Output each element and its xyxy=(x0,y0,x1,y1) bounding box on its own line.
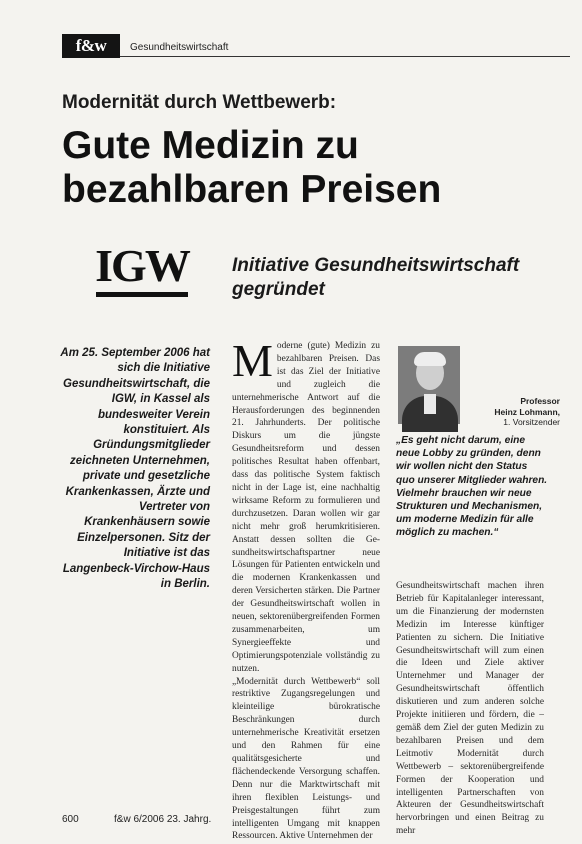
issue-info: f&w 6/2006 23. Jahrg. xyxy=(114,814,212,825)
igw-logo-underline xyxy=(96,292,188,297)
intro-text: Am 25. September 2006 hat sich die Initiative Gesundheitswirtschaft, die IGW, in Kassel als bundesweiter Verein konstituiert. Als Gründungsmitglieder zeichneten Unternehmen, private und gesetzliche Krankenkassen, Ärzte und Vertreter von Krankenhäusern sowie Einzelpersonen. Sitz der Initiative ist das Langenbeck-Virchow-Haus in Berlin. xyxy=(60,347,210,591)
body-column-right xyxy=(396,580,544,837)
kicker: Modernität durch Wettbewerb: xyxy=(62,92,337,113)
header-rule xyxy=(120,56,570,57)
igw-logo-mark: IGW xyxy=(95,240,189,291)
pull-quote: „Es geht nicht darum, eine neue Lobby zu gründen, denn wir wollen nicht den Status quo unserer Mitglieder wahren. Vielmehr brauchen wir neue Strukturen und Mechanismen, um moderne Medizin für alle möglich zu machen.“ xyxy=(396,435,548,539)
section-label: Gesundheitswirtschaft xyxy=(130,42,229,53)
igw-logo xyxy=(92,238,192,302)
portrait-collar xyxy=(424,394,436,414)
body-column-left xyxy=(232,335,380,842)
page-header xyxy=(62,34,570,58)
caption-role: 1. Vorsitzender xyxy=(503,417,560,427)
subhead: Initiative Gesundheitswirtschaft gegründet xyxy=(232,255,520,300)
portrait-hair xyxy=(414,352,446,366)
page-number: 600 xyxy=(62,814,79,825)
drop-cap: M xyxy=(232,335,273,386)
portrait-caption xyxy=(446,396,560,428)
body-paragraph-1: oderne (gute) Medizin zu bezahlbaren Preisen. Das ist das Ziel der Initiative und zugleich die unternehmerische Antwort auf die Herausforderungen des beginnenden 21. Jahrhunderts. Der politische Diskurs um die jüngste Gesundheitsreform und dessen politisches Resultat haben offenbart, dass das politische System faktisch nicht in der Lage ist, eine nachhaltig wirksame Reform zu formulieren und durchzusetzen. Daran wollen wir gar nicht mehr groß herumkritisieren. Anstatt dessen sollten die Gesundheitswirtschaftspartner neue Lösungen für Patienten entwickeln und die modernen Krankenkassen und deren Versicherten stärken. Die Partner der Gesundheitswirtschaft wollen in neuen, sektorenübergreifenden Formen zusammenarbeiten, um Synergieeffekte und Optimierungspotenziale vollständig zu nutzen. xyxy=(232,341,380,674)
body-paragraph-3: Gesundheitswirtschaft machen ihren Betrieb für Kapitalanleger interessant, um die Finanzierung der modernsten Medizin im Interesse künftiger Patienten zu sichern. Die Initiative Gesundheitswirtschaft will zum einen die Ideen und Ziele aktiver Unternehmer und Manager der Gesundheitswirtschaft öffentlich diskutieren und zum anderen solche Projekte initiieren und fördern, die – gemäß dem Ziel der guten Medizin zu bezahlbaren Preisen und dem Leitmotiv Modernität durch Wettbewerb – sektorenübergreifende Formen der Kooperation und intelligenten Partnerschaften von Akteuren der Gesundheitswirtschaft hervorbringen und einen Beitrag zu mehr xyxy=(396,581,544,837)
body-paragraph-2: „Modernität durch Wettbewerb“ soll restriktive Zugangsregelungen und kleinteilige bürokratische Beschränkungen durch unternehmerische Kreativität ersetzen und den Rahmen für eine qualitätsgesicherte und flächendeckende Versorgung schaffen. Denn nur die Marktwirtschaft mit ihren flexiblen Leistungs- und Preisgestaltungen führt zum intelligenten Umgang mit knappen Ressourcen. Aktive Unternehmen der xyxy=(232,676,380,842)
caption-title: Professor xyxy=(520,396,560,406)
magazine-logo: f&w xyxy=(62,34,120,58)
caption-name: Heinz Lohmann, xyxy=(494,406,560,417)
headline: Gute Medizin zu bezahlbaren Preisen xyxy=(62,124,442,211)
